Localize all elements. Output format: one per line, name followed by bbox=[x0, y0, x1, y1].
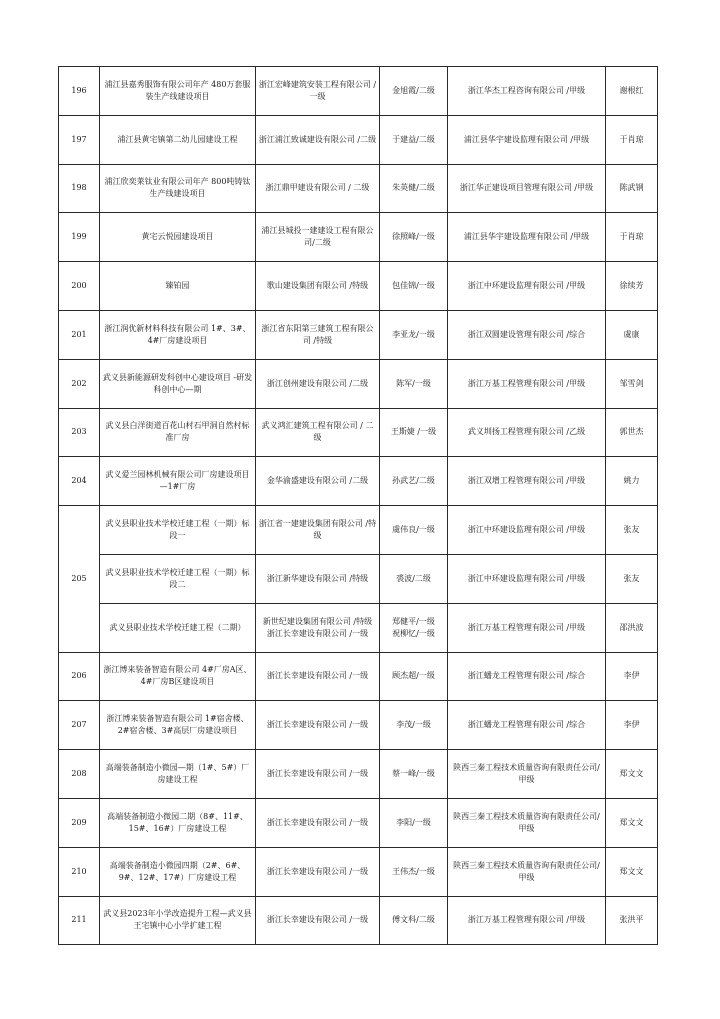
project-name: 浦江欣奕莱钛业有限公司年产 800吨铸钛生产线建设项目 bbox=[100, 164, 256, 213]
project-name: 武义县职业技术学校迁建工程（一期）标段一 bbox=[100, 506, 256, 555]
construction-company: 浙江浦江致诚建设有限公司 /二级 bbox=[256, 115, 380, 164]
project-name: 武义县职业技术学校迁建工程（二期） bbox=[100, 603, 256, 652]
row-number: 204 bbox=[59, 457, 100, 506]
chief-engineer: 张洪平 bbox=[606, 896, 658, 945]
project-manager bbox=[380, 603, 448, 652]
project-name: 浙江博来装备智造有限公司 4#厂房A区、4#厂房B区建设项目 bbox=[100, 652, 256, 701]
table-row bbox=[59, 847, 658, 896]
row-number: 197 bbox=[59, 115, 100, 164]
supervision-company: 浙江中环建设监理有限公司 /甲级 bbox=[448, 262, 606, 311]
chief-engineer: 郑文文 bbox=[606, 798, 658, 847]
chief-engineer: 郑文文 bbox=[606, 750, 658, 799]
project-manager: 于建益/二级 bbox=[380, 115, 448, 164]
row-number: 196 bbox=[59, 67, 100, 116]
supervision-company: 陕西三秦工程技术质量咨询有限责任公司/甲级 bbox=[448, 750, 606, 799]
chief-engineer: 郭世杰 bbox=[606, 408, 658, 457]
row-number: 199 bbox=[59, 213, 100, 262]
table-row bbox=[59, 506, 658, 555]
construction-company-2: 浙江长幸建设有限公司 /一级 bbox=[266, 628, 369, 638]
supervision-company: 浦江县华宇建设监理有限公司 /甲级 bbox=[448, 115, 606, 164]
project-manager: 王斯婕 /一级 bbox=[380, 408, 448, 457]
supervision-company: 浙江蟠龙工程管理有限公司 /综合 bbox=[448, 701, 606, 750]
project-manager: 包佳锦/一级 bbox=[380, 262, 448, 311]
row-number: 210 bbox=[59, 847, 100, 896]
row-number: 211 bbox=[59, 896, 100, 945]
project-manager: 顾杰超/一级 bbox=[380, 652, 448, 701]
project-manager: 王伟杰/一级 bbox=[380, 847, 448, 896]
table-row bbox=[59, 262, 658, 311]
construction-company: 浙江宏峰建筑安装工程有限公司 /一级 bbox=[256, 67, 380, 116]
construction-company: 浙江长幸建设有限公司 /一级 bbox=[256, 798, 380, 847]
row-number: 207 bbox=[59, 701, 100, 750]
row-number: 202 bbox=[59, 359, 100, 408]
table-row bbox=[59, 750, 658, 799]
supervision-company: 浙江万基工程管理有限公司 /甲级 bbox=[448, 359, 606, 408]
project-manager: 孙武艺/二级 bbox=[380, 457, 448, 506]
chief-engineer: 陈武钢 bbox=[606, 164, 658, 213]
row-number: 205 bbox=[59, 506, 100, 652]
table-row bbox=[59, 701, 658, 750]
row-number: 206 bbox=[59, 652, 100, 701]
project-manager: 陈军/一级 bbox=[380, 359, 448, 408]
supervision-company: 浙江万基工程管理有限公司 /甲级 bbox=[448, 896, 606, 945]
project-manager: 徐照峰/一级 bbox=[380, 213, 448, 262]
project-name: 浙江博来装备智造有限公司 1#宿舍楼、2#宿舍楼、3#高层厂房建设项目 bbox=[100, 701, 256, 750]
table-row bbox=[59, 896, 658, 945]
chief-engineer: 于肖琼 bbox=[606, 213, 658, 262]
supervision-company: 陕西三秦工程技术质量咨询有限责任公司/甲级 bbox=[448, 798, 606, 847]
chief-engineer: 郑文文 bbox=[606, 847, 658, 896]
construction-company bbox=[256, 603, 380, 652]
project-name: 浙江润优新材料科技有限公司 1#、3#、4#厂房建设项目 bbox=[100, 310, 256, 359]
row-number: 201 bbox=[59, 310, 100, 359]
chief-engineer: 谢根红 bbox=[606, 67, 658, 116]
construction-company: 浙江长幸建设有限公司 /一级 bbox=[256, 652, 380, 701]
chief-engineer: 邹雪剑 bbox=[606, 359, 658, 408]
project-manager: 蔡一峰/一级 bbox=[380, 750, 448, 799]
row-number: 198 bbox=[59, 164, 100, 213]
construction-company: 浙江长幸建设有限公司 /一级 bbox=[256, 847, 380, 896]
project-manager: 李阳/一级 bbox=[380, 798, 448, 847]
chief-engineer: 徐续芳 bbox=[606, 262, 658, 311]
table-row bbox=[59, 67, 658, 116]
project-manager: 李茂/一级 bbox=[380, 701, 448, 750]
chief-engineer: 虞康 bbox=[606, 310, 658, 359]
project-manager: 裘波/二级 bbox=[380, 554, 448, 603]
project-name: 武义县白洋街道百花山村石甲洞自然村标准厂房 bbox=[100, 408, 256, 457]
supervision-company: 浙江华正建设项目管理有限公司 /甲级 bbox=[448, 164, 606, 213]
supervision-company: 浙江中环建设监理有限公司 /甲级 bbox=[448, 554, 606, 603]
supervision-company: 浦江县华宇建设监理有限公司 /甲级 bbox=[448, 213, 606, 262]
construction-company: 浙江长幸建设有限公司 /一级 bbox=[256, 701, 380, 750]
project-manager-2: 祝柳忆/一级 bbox=[392, 628, 435, 638]
chief-engineer: 张友 bbox=[606, 506, 658, 555]
row-number: 200 bbox=[59, 262, 100, 311]
table-row bbox=[59, 457, 658, 506]
construction-company: 金华渝盛建设有限公司 /二级 bbox=[256, 457, 380, 506]
chief-engineer: 李伊 bbox=[606, 701, 658, 750]
table-row bbox=[59, 164, 658, 213]
construction-company: 浙江长幸建设有限公司 /一级 bbox=[256, 750, 380, 799]
project-name: 浦江县黄宅镇第二幼儿园建设工程 bbox=[100, 115, 256, 164]
project-name: 高端装备制造小微园—期（1#、5#）厂房建设工程 bbox=[100, 750, 256, 799]
project-name: 武义县职业技术学校迁建工程（一期）标段二 bbox=[100, 554, 256, 603]
chief-engineer: 李伊 bbox=[606, 652, 658, 701]
table-row bbox=[59, 310, 658, 359]
supervision-company: 陕西三秦工程技术质量咨询有限责任公司/甲级 bbox=[448, 847, 606, 896]
supervision-company: 浙江万基工程管理有限公司 /甲级 bbox=[448, 603, 606, 652]
supervision-company: 浙江蟠龙工程管理有限公司 /综合 bbox=[448, 652, 606, 701]
project-manager: 虞伟良/一级 bbox=[380, 506, 448, 555]
supervision-company: 浙江双增工程管理有限公司 /甲级 bbox=[448, 457, 606, 506]
project-manager: 李亚龙/一级 bbox=[380, 310, 448, 359]
supervision-company: 浙江双圆建设管理有限公司 /综合 bbox=[448, 310, 606, 359]
construction-company: 浙江长幸建设有限公司 /一级 bbox=[256, 896, 380, 945]
construction-company: 武义鸿汇建筑工程有限公司 / 二级 bbox=[256, 408, 380, 457]
project-name: 高端装备制造小微园二期（8#、11#、15#、16#）厂房建设工程 bbox=[100, 798, 256, 847]
table-row bbox=[59, 408, 658, 457]
table-row bbox=[59, 798, 658, 847]
row-number: 203 bbox=[59, 408, 100, 457]
project-name: 臻铂园 bbox=[100, 262, 256, 311]
construction-company-1: 新世纪建设集团有限公司 /特级 bbox=[262, 616, 373, 626]
chief-engineer: 于肖琼 bbox=[606, 115, 658, 164]
supervision-company: 浙江华杰工程咨询有限公司 /甲级 bbox=[448, 67, 606, 116]
construction-company: 浙江鼎甲建设有限公司 / 二级 bbox=[256, 164, 380, 213]
project-manager: 傅文科/二级 bbox=[380, 896, 448, 945]
project-name: 武义县2023年小学改造提升工程—武义县王宅镇中心小学扩建工程 bbox=[100, 896, 256, 945]
construction-company: 浙江创州建设有限公司 /二级 bbox=[256, 359, 380, 408]
construction-company: 浙江省东阳第三建筑工程有限公司 /特级 bbox=[256, 310, 380, 359]
project-name: 武义县新能源研发科创中心建设项目 -研发科创中心—期 bbox=[100, 359, 256, 408]
project-manager-1: 郑健平/一级 bbox=[392, 616, 435, 626]
chief-engineer: 邵洪波 bbox=[606, 603, 658, 652]
table-row bbox=[59, 115, 658, 164]
project-name: 黄宅云悦园建设项目 bbox=[100, 213, 256, 262]
project-name: 浦江县嘉秀服饰有限公司年产 480万套服装生产线建设项目 bbox=[100, 67, 256, 116]
project-name: 武义爱兰园林机械有限公司厂房建设项目—1#厂房 bbox=[100, 457, 256, 506]
supervision-company: 武义圳扬工程管理有限公司 /乙级 bbox=[448, 408, 606, 457]
construction-company: 浙江新华建设有限公司 /特级 bbox=[256, 554, 380, 603]
construction-company: 浦江县城投一建建设工程有限公司/二级 bbox=[256, 213, 380, 262]
project-name: 高端装备制造小微园四期（2#、6#、9#、12#、17#）厂房建设工程 bbox=[100, 847, 256, 896]
supervision-company: 浙江中环建设监理有限公司 /甲级 bbox=[448, 506, 606, 555]
table-row bbox=[59, 652, 658, 701]
row-number: 209 bbox=[59, 798, 100, 847]
table-row bbox=[59, 213, 658, 262]
table-row bbox=[59, 359, 658, 408]
project-table bbox=[58, 66, 658, 945]
construction-company: 歌山建设集团有限公司 /特级 bbox=[256, 262, 380, 311]
table-row bbox=[59, 603, 658, 652]
chief-engineer: 姚力 bbox=[606, 457, 658, 506]
project-manager: 朱英健/二级 bbox=[380, 164, 448, 213]
table-row bbox=[59, 554, 658, 603]
project-manager: 金旭霞/二级 bbox=[380, 67, 448, 116]
chief-engineer: 张友 bbox=[606, 554, 658, 603]
row-number: 208 bbox=[59, 750, 100, 799]
construction-company: 浙江省一建建设集团有限公司 /特级 bbox=[256, 506, 380, 555]
